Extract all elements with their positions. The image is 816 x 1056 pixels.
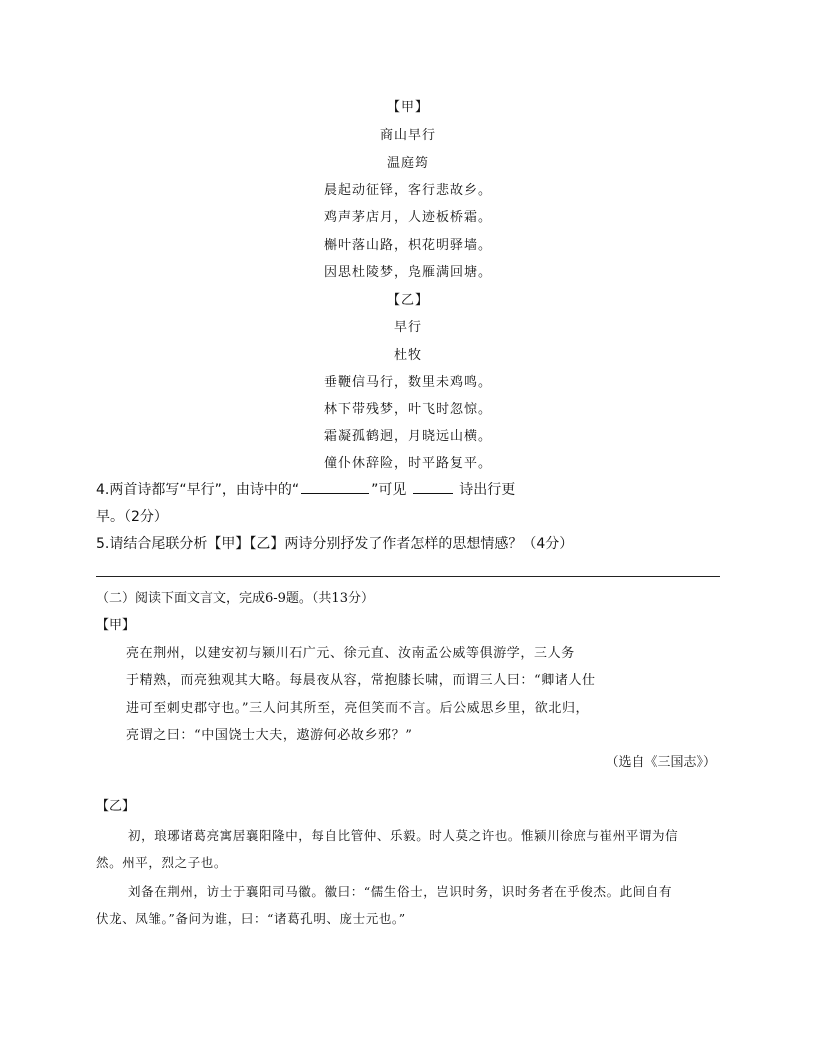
passage-b-line-1: 初，琅琊诸葛亮寓居襄阳隆中，每自比管仲、乐毅。时人莫之许也。惟颍川徐庶与崔州平谓为信 bbox=[128, 828, 679, 843]
poem-b-line-1: 垂鞭信马行，数里未鸡鸣。 bbox=[323, 375, 492, 390]
passage-b-line-2: 然。州平，烈之子也。 bbox=[96, 855, 228, 870]
question-4-line-2: 早。（2分） bbox=[96, 509, 168, 525]
poem-a-line-4: 因思杜陵梦，凫雁满回塘。 bbox=[323, 265, 492, 280]
question-5: 5.请结合尾联分析【甲】【乙】两诗分别抒发了作者怎样的思想情感？（4分） bbox=[96, 536, 574, 552]
poem-a-label: 【甲】 bbox=[386, 100, 429, 115]
passage-b-line-4: 伏龙、凤雏。”备问为谁，曰：“诸葛孔明、庞士元也。” bbox=[96, 911, 406, 926]
poem-a-line-2: 鸡声茅店月，人迹板桥霜。 bbox=[323, 210, 492, 225]
question-4-text-3: 诗出行更 bbox=[459, 482, 516, 498]
poem-b-line-4: 僮仆休辞险，时平路复平。 bbox=[323, 456, 492, 471]
passage-a-line-3: 进可至刺史郡守也。”三人问其所至，亮但笑而不言。后公威思乡里，欲北归， bbox=[126, 701, 590, 716]
poem-b-line-3: 霜凝孤鹤迥，月晓远山横。 bbox=[323, 429, 492, 444]
passage-b-line-3: 刘备在荆州，访士于襄阳司马徽。徽曰：“儒生俗士，岂识时务，识时务者在乎俊杰。此间自有 bbox=[128, 884, 673, 899]
section-2-a-label: 【甲】 bbox=[96, 618, 136, 633]
poem-a-line-1: 晨起动征铎，客行悲故乡。 bbox=[323, 183, 492, 198]
question-4-text-1: 4.两首诗都写“早行”，由诗中的“ bbox=[96, 482, 300, 498]
poem-a-line-3: 槲叶落山路，枳花明驿墙。 bbox=[323, 238, 492, 253]
poem-b-line-2: 林下带残梦，叶飞时忽惊。 bbox=[323, 402, 492, 417]
poem-b-author: 杜牧 bbox=[393, 348, 422, 363]
poem-b-label: 【乙】 bbox=[386, 293, 429, 308]
question-4-text-2: ”可见 bbox=[371, 482, 407, 498]
section-2-heading: （二）阅读下面文言文，完成6-9题。（共13分） bbox=[96, 591, 374, 606]
passage-a-line-4: 亮谓之曰：“中国饶士大夫，遨游何必故乡邪？” bbox=[126, 728, 413, 743]
answer-blank-2[interactable] bbox=[413, 480, 453, 494]
passage-a-line-2: 于精熟，而亮独观其大略。每晨夜从容，常抱膝长啸，而谓三人曰：“卿诸人仕 bbox=[126, 673, 596, 688]
section-2-b-label: 【乙】 bbox=[96, 799, 136, 814]
poem-b-title: 早行 bbox=[393, 320, 422, 335]
passage-a-line-1: 亮在荆州，以建安初与颍川石广元、徐元直、汝南孟公威等俱游学，三人务 bbox=[126, 646, 575, 661]
section-divider bbox=[96, 576, 720, 577]
poem-a-title: 商山早行 bbox=[379, 128, 436, 143]
poem-a-author: 温庭筠 bbox=[386, 156, 429, 171]
passage-a-source: （选自《三国志》） bbox=[605, 755, 716, 770]
answer-blank-1[interactable] bbox=[301, 480, 369, 494]
question-4-line-1 bbox=[96, 479, 515, 499]
